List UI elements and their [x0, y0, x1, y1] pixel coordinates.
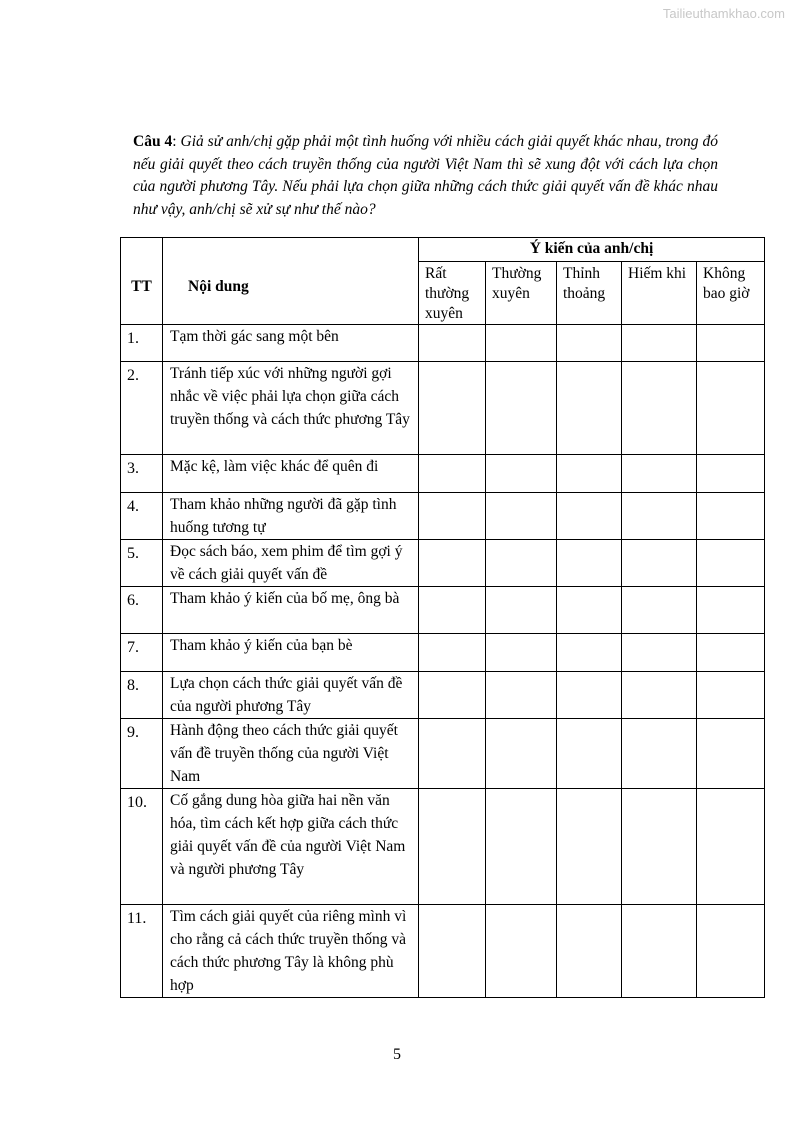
answer-cell[interactable] [419, 325, 486, 362]
question-separator: : [172, 133, 181, 150]
row-content: Tìm cách giải quyết của riêng mình vì cho rằng cả cách thức truyền thống và cách thức phương Tây là không phù hợp [163, 905, 419, 998]
answer-cell[interactable] [557, 325, 622, 362]
answer-cell[interactable] [622, 672, 697, 719]
answer-cell[interactable] [419, 719, 486, 789]
answer-cell[interactable] [486, 493, 557, 540]
answer-cell[interactable] [419, 493, 486, 540]
answer-cell[interactable] [622, 455, 697, 493]
answer-cell[interactable] [486, 362, 557, 455]
row-number: 7. [121, 634, 163, 672]
row-content: Tránh tiếp xúc với những người gợi nhắc về việc phải lựa chọn giữa cách truyền thống và cách thức phương Tây [163, 362, 419, 455]
answer-cell[interactable] [419, 672, 486, 719]
row-number: 5. [121, 540, 163, 587]
option-very-often: Rất thường xuyên [419, 262, 486, 325]
table-row [121, 789, 765, 905]
option-never: Không bao giờ [697, 262, 765, 325]
row-number: 9. [121, 719, 163, 789]
table-row [121, 672, 765, 719]
answer-cell[interactable] [697, 719, 765, 789]
row-number: 1. [121, 325, 163, 362]
answer-cell[interactable] [697, 455, 765, 493]
page-number: 5 [393, 1046, 401, 1063]
answer-cell[interactable] [622, 325, 697, 362]
row-content: Tham khảo ý kiến của bố mẹ, ông bà [163, 587, 419, 634]
row-number: 8. [121, 672, 163, 719]
answer-cell[interactable] [697, 789, 765, 905]
row-content: Lựa chọn cách thức giải quyết vấn đề của người phương Tây [163, 672, 419, 719]
answer-cell[interactable] [697, 362, 765, 455]
answer-cell[interactable] [419, 634, 486, 672]
answer-cell[interactable] [697, 325, 765, 362]
table-row [121, 587, 765, 634]
answer-cell[interactable] [557, 634, 622, 672]
answer-cell[interactable] [419, 455, 486, 493]
header-tt: TT [121, 238, 163, 325]
watermark: Tailieuthamkhao.com [662, 6, 785, 21]
answer-cell[interactable] [622, 634, 697, 672]
answer-cell[interactable] [557, 587, 622, 634]
row-content: Mặc kệ, làm việc khác để quên đi [163, 455, 419, 493]
row-number: 10. [121, 789, 163, 905]
row-number: 4. [121, 493, 163, 540]
table-row [121, 455, 765, 493]
answer-cell[interactable] [486, 325, 557, 362]
table-row [121, 634, 765, 672]
row-content: Cố gắng dung hòa giữa hai nền văn hóa, tìm cách kết hợp giữa cách thức giải quyết vấn đề của người Việt Nam và người phương Tây [163, 789, 419, 905]
answer-cell[interactable] [697, 634, 765, 672]
answer-cell[interactable] [486, 587, 557, 634]
option-rarely: Hiếm khi [622, 262, 697, 325]
table-row [121, 540, 765, 587]
option-often: Thường xuyên [486, 262, 557, 325]
answer-cell[interactable] [622, 587, 697, 634]
option-sometimes: Thỉnh thoảng [557, 262, 622, 325]
row-content: Hành động theo cách thức giải quyết vấn đề truyền thống của người Việt Nam [163, 719, 419, 789]
answer-cell[interactable] [486, 634, 557, 672]
answer-cell[interactable] [557, 540, 622, 587]
header-content: Nội dung [163, 238, 419, 325]
answer-cell[interactable] [622, 362, 697, 455]
row-content: Tham khảo những người đã gặp tình huống tương tự [163, 493, 419, 540]
answer-cell[interactable] [557, 493, 622, 540]
row-number: 2. [121, 362, 163, 455]
answer-cell[interactable] [486, 719, 557, 789]
question-paragraph [133, 131, 718, 221]
answer-cell[interactable] [486, 672, 557, 719]
answer-cell[interactable] [557, 719, 622, 789]
answer-cell[interactable] [486, 905, 557, 998]
answer-cell[interactable] [557, 789, 622, 905]
row-number: 3. [121, 455, 163, 493]
answer-cell[interactable] [419, 789, 486, 905]
row-number: 6. [121, 587, 163, 634]
table-row [121, 362, 765, 455]
question-label: Câu 4 [133, 133, 173, 150]
answer-cell[interactable] [419, 587, 486, 634]
table-row [121, 905, 765, 998]
answer-cell[interactable] [557, 672, 622, 719]
answer-cell[interactable] [697, 905, 765, 998]
answer-cell[interactable] [697, 540, 765, 587]
answer-cell[interactable] [419, 362, 486, 455]
table-row [121, 493, 765, 540]
answer-cell[interactable] [622, 719, 697, 789]
row-content: Đọc sách báo, xem phim để tìm gợi ý về cách giải quyết vấn đề [163, 540, 419, 587]
answer-cell[interactable] [557, 455, 622, 493]
header-opinion: Ý kiến của anh/chị [419, 238, 765, 262]
row-content: Tạm thời gác sang một bên [163, 325, 419, 362]
table-row [121, 325, 765, 362]
answer-cell[interactable] [419, 540, 486, 587]
answer-cell[interactable] [557, 905, 622, 998]
answer-cell[interactable] [622, 789, 697, 905]
survey-table [120, 237, 765, 998]
answer-cell[interactable] [622, 540, 697, 587]
row-content: Tham khảo ý kiến của bạn bè [163, 634, 419, 672]
answer-cell[interactable] [622, 493, 697, 540]
table-row [121, 719, 765, 789]
answer-cell[interactable] [697, 493, 765, 540]
answer-cell[interactable] [557, 362, 622, 455]
answer-cell[interactable] [697, 587, 765, 634]
answer-cell[interactable] [697, 672, 765, 719]
answer-cell[interactable] [486, 540, 557, 587]
question-text: Giả sử anh/chị gặp phải một tình huống với nhiều cách giải quyết khác nhau, trong đó nếu giải quyết theo cách truyền thống của người Việt Nam thì sẽ xung đột với cách lựa chọn của người phương Tây. Nếu phải lựa chọn giữa những cách thức giải quyết vấn đề khác nhau như vậy, anh/chị sẽ xử sự như thế nào? [133, 133, 718, 218]
row-number: 11. [121, 905, 163, 998]
answer-cell[interactable] [419, 905, 486, 998]
answer-cell[interactable] [486, 455, 557, 493]
answer-cell[interactable] [622, 905, 697, 998]
answer-cell[interactable] [486, 789, 557, 905]
